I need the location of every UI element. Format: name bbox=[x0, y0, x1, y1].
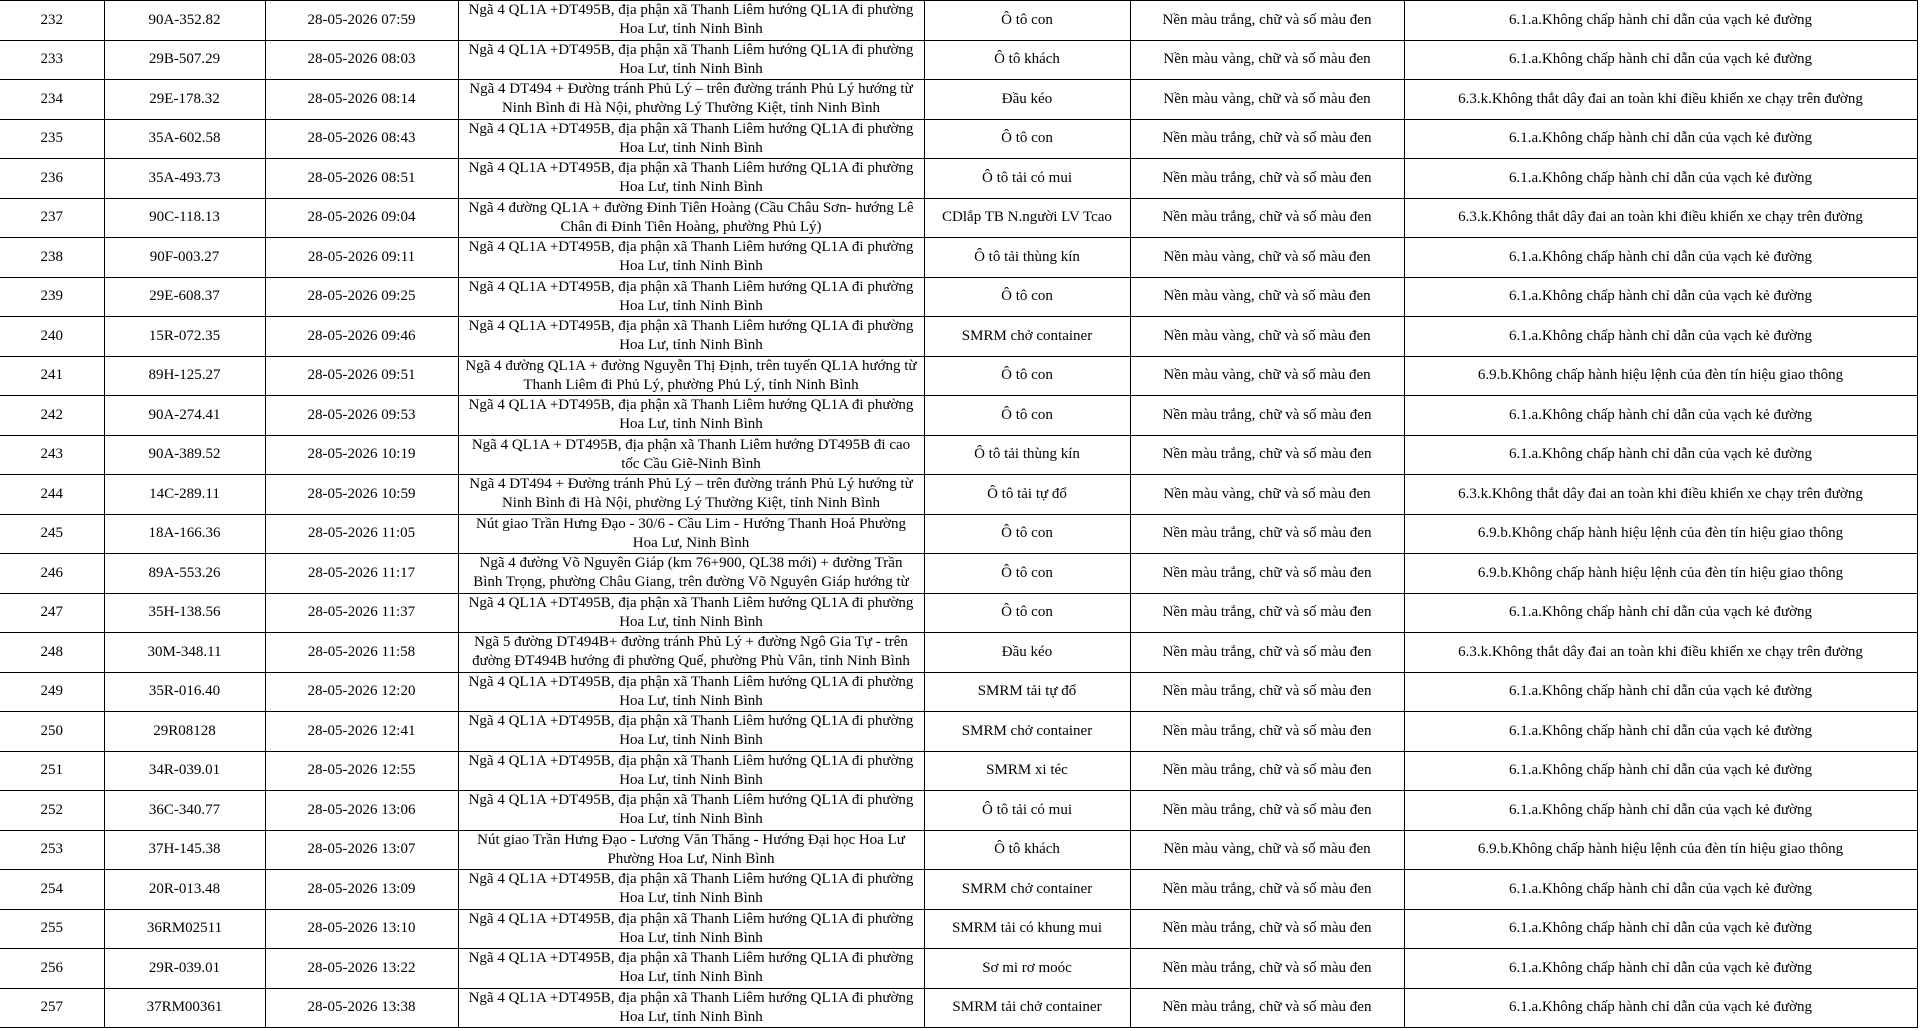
violation-behavior-cell: 6.1.a.Không chấp hành chỉ dẫn của vạch kẻ đường bbox=[1404, 119, 1917, 159]
vehicle-type-cell: Ô tô tải có mui bbox=[924, 159, 1130, 199]
violation-time-cell: 28-05-2026 13:10 bbox=[265, 909, 458, 949]
vehicle-type-cell: Đầu kéo bbox=[924, 80, 1130, 120]
license-plate-cell: 35H-138.56 bbox=[104, 593, 265, 633]
location-text: Ngã 4 QL1A +DT495B, địa phận xã Thanh Liêm hướng QL1A đi phường Hoa Lư, tỉnh Ninh Bình bbox=[468, 120, 914, 156]
violation-time-cell: 28-05-2026 07:59 bbox=[265, 1, 458, 41]
location-text: Ngã 4 DT494 + Đường tránh Phủ Lý – trên đường tránh Phủ Lý hướng từ Ninh Bình đi Hà Nội, phường Lý Thường Kiệt, tỉnh Ninh Bình bbox=[469, 81, 913, 117]
plate-color-cell: Nền màu vàng, chữ và số màu đen bbox=[1130, 80, 1404, 120]
violation-location-cell bbox=[458, 435, 924, 475]
violation-time-cell: 28-05-2026 08:03 bbox=[265, 40, 458, 80]
row-number-cell: 257 bbox=[0, 988, 104, 1028]
violation-location-cell bbox=[458, 672, 924, 712]
vehicle-type-cell: Ô tô con bbox=[924, 356, 1130, 396]
location-text: Ngã 5 đường DT494B+ đường tránh Phủ Lý + đường Ngô Gia Tự - trên đường ĐT494B hướng đi phường Quế, phường Phù Vân, tỉnh Ninh Bình bbox=[472, 634, 910, 670]
violation-time-cell: 28-05-2026 09:46 bbox=[265, 317, 458, 357]
table-row bbox=[0, 396, 1917, 436]
plate-color-cell: Nền màu trắng, chữ và số màu đen bbox=[1130, 396, 1404, 436]
violation-location-cell bbox=[458, 554, 924, 594]
license-plate-cell: 89H-125.27 bbox=[104, 356, 265, 396]
table-body bbox=[0, 1, 1917, 1028]
license-plate-cell: 35R-016.40 bbox=[104, 672, 265, 712]
row-number-cell: 239 bbox=[0, 277, 104, 317]
violation-behavior-cell: 6.3.k.Không thắt dây đai an toàn khi điều khiển xe chạy trên đường bbox=[1404, 80, 1917, 120]
violation-time-cell: 28-05-2026 09:25 bbox=[265, 277, 458, 317]
license-plate-cell: 29R08128 bbox=[104, 712, 265, 752]
row-number-cell: 236 bbox=[0, 159, 104, 199]
violation-time-cell: 28-05-2026 12:55 bbox=[265, 751, 458, 791]
location-text: Ngã 4 QL1A +DT495B, địa phận xã Thanh Liêm hướng QL1A đi phường Hoa Lư, tỉnh Ninh Bình bbox=[468, 41, 914, 77]
violation-location-cell bbox=[458, 593, 924, 633]
violation-behavior-cell: 6.1.a.Không chấp hành chỉ dẫn của vạch kẻ đường bbox=[1404, 712, 1917, 752]
violation-behavior-cell: 6.1.a.Không chấp hành chỉ dẫn của vạch kẻ đường bbox=[1404, 988, 1917, 1028]
location-text: Ngã 4 QL1A +DT495B, địa phận xã Thanh Liêm hướng QL1A đi phường Hoa Lư, tỉnh Ninh Bình bbox=[468, 910, 914, 946]
license-plate-cell: 36C-340.77 bbox=[104, 791, 265, 831]
violation-location-cell bbox=[458, 830, 924, 870]
violation-time-cell: 28-05-2026 09:04 bbox=[265, 198, 458, 238]
vehicle-type-cell: Ô tô khách bbox=[924, 40, 1130, 80]
vehicle-type-cell: SMRM chở container bbox=[924, 870, 1130, 910]
table-row bbox=[0, 949, 1917, 989]
location-text: Ngã 4 QL1A +DT495B, địa phận xã Thanh Liêm hướng QL1A đi phường Hoa Lư, tỉnh Ninh Bình bbox=[468, 950, 914, 986]
table-row bbox=[0, 119, 1917, 159]
license-plate-cell: 29R-039.01 bbox=[104, 949, 265, 989]
location-text: Ngã 4 QL1A +DT495B, địa phận xã Thanh Liêm hướng QL1A đi phường Hoa Lư, tỉnh Ninh Bình bbox=[468, 318, 914, 354]
row-number-cell: 243 bbox=[0, 435, 104, 475]
violation-behavior-cell: 6.1.a.Không chấp hành chỉ dẫn của vạch kẻ đường bbox=[1404, 435, 1917, 475]
plate-color-cell: Nền màu vàng, chữ và số màu đen bbox=[1130, 238, 1404, 278]
violation-location-cell bbox=[458, 119, 924, 159]
violation-behavior-cell: 6.9.b.Không chấp hành hiệu lệnh của đèn tín hiệu giao thông bbox=[1404, 356, 1917, 396]
violation-location-cell bbox=[458, 712, 924, 752]
table-row bbox=[0, 751, 1917, 791]
plate-color-cell: Nền màu vàng, chữ và số màu đen bbox=[1130, 40, 1404, 80]
vehicle-type-cell: Ô tô con bbox=[924, 554, 1130, 594]
license-plate-cell: 89A-553.26 bbox=[104, 554, 265, 594]
row-number-cell: 237 bbox=[0, 198, 104, 238]
violation-behavior-cell: 6.1.a.Không chấp hành chỉ dẫn của vạch kẻ đường bbox=[1404, 791, 1917, 831]
table-row bbox=[0, 909, 1917, 949]
table-row bbox=[0, 159, 1917, 199]
violation-behavior-cell: 6.1.a.Không chấp hành chỉ dẫn của vạch kẻ đường bbox=[1404, 593, 1917, 633]
plate-color-cell: Nền màu trắng, chữ và số màu đen bbox=[1130, 791, 1404, 831]
row-number-cell: 256 bbox=[0, 949, 104, 989]
violation-time-cell: 28-05-2026 13:22 bbox=[265, 949, 458, 989]
row-number-cell: 234 bbox=[0, 80, 104, 120]
violation-location-cell bbox=[458, 988, 924, 1028]
table-row bbox=[0, 633, 1917, 673]
row-number-cell: 253 bbox=[0, 830, 104, 870]
vehicle-type-cell: Ô tô tải tự đổ bbox=[924, 475, 1130, 515]
violation-location-cell bbox=[458, 909, 924, 949]
violation-location-cell bbox=[458, 791, 924, 831]
vehicle-type-cell: CDlắp TB N.người LV Tcao bbox=[924, 198, 1130, 238]
violation-behavior-cell: 6.3.k.Không thắt dây đai an toàn khi điều khiển xe chạy trên đường bbox=[1404, 198, 1917, 238]
vehicle-type-cell: Đầu kéo bbox=[924, 633, 1130, 673]
row-number-cell: 233 bbox=[0, 40, 104, 80]
plate-color-cell: Nền màu vàng, chữ và số màu đen bbox=[1130, 356, 1404, 396]
violation-location-cell bbox=[458, 356, 924, 396]
location-text: Ngã 4 QL1A +DT495B, địa phận xã Thanh Liêm hướng QL1A đi phường Hoa Lư, tỉnh Ninh Bình bbox=[468, 239, 914, 275]
license-plate-cell: 34R-039.01 bbox=[104, 751, 265, 791]
license-plate-cell: 18A-166.36 bbox=[104, 514, 265, 554]
violation-behavior-cell: 6.1.a.Không chấp hành chỉ dẫn của vạch kẻ đường bbox=[1404, 317, 1917, 357]
table-row bbox=[0, 712, 1917, 752]
row-number-cell: 248 bbox=[0, 633, 104, 673]
violation-time-cell: 28-05-2026 13:09 bbox=[265, 870, 458, 910]
violation-time-cell: 28-05-2026 13:06 bbox=[265, 791, 458, 831]
plate-color-cell: Nền màu trắng, chữ và số màu đen bbox=[1130, 593, 1404, 633]
violation-behavior-cell: 6.1.a.Không chấp hành chỉ dẫn của vạch kẻ đường bbox=[1404, 751, 1917, 791]
vehicle-type-cell: Ô tô khách bbox=[924, 830, 1130, 870]
vehicle-type-cell: Ô tô con bbox=[924, 119, 1130, 159]
license-plate-cell: 30M-348.11 bbox=[104, 633, 265, 673]
row-number-cell: 247 bbox=[0, 593, 104, 633]
plate-color-cell: Nền màu vàng, chữ và số màu đen bbox=[1130, 475, 1404, 515]
license-plate-cell: 37H-145.38 bbox=[104, 830, 265, 870]
table-row bbox=[0, 198, 1917, 238]
table-row bbox=[0, 277, 1917, 317]
license-plate-cell: 29E-178.32 bbox=[104, 80, 265, 120]
license-plate-cell: 90F-003.27 bbox=[104, 238, 265, 278]
vehicle-type-cell: SMRM tải có khung mui bbox=[924, 909, 1130, 949]
row-number-cell: 241 bbox=[0, 356, 104, 396]
plate-color-cell: Nền màu trắng, chữ và số màu đen bbox=[1130, 198, 1404, 238]
vehicle-type-cell: SMRM chở container bbox=[924, 712, 1130, 752]
violation-behavior-cell: 6.9.b.Không chấp hành hiệu lệnh của đèn tín hiệu giao thông bbox=[1404, 830, 1917, 870]
row-number-cell: 245 bbox=[0, 514, 104, 554]
license-plate-cell: 29B-507.29 bbox=[104, 40, 265, 80]
plate-color-cell: Nền màu trắng, chữ và số màu đen bbox=[1130, 159, 1404, 199]
plate-color-cell: Nền màu trắng, chữ và số màu đen bbox=[1130, 1, 1404, 41]
license-plate-cell: 20R-013.48 bbox=[104, 870, 265, 910]
vehicle-type-cell: Ô tô tải có mui bbox=[924, 791, 1130, 831]
violation-location-cell bbox=[458, 1, 924, 41]
row-number-cell: 235 bbox=[0, 119, 104, 159]
location-text: Ngã 4 đường Võ Nguyên Giáp (km 76+900, QL38 mới) + đường Trần Bình Trọng, phường Châu Giang, trên đường Võ Nguyên Giáp hướng từ bbox=[473, 555, 909, 591]
row-number-cell: 238 bbox=[0, 238, 104, 278]
violation-behavior-cell: 6.1.a.Không chấp hành chỉ dẫn của vạch kẻ đường bbox=[1404, 40, 1917, 80]
row-number-cell: 242 bbox=[0, 396, 104, 436]
location-text: Ngã 4 QL1A +DT495B, địa phận xã Thanh Liêm hướng QL1A đi phường Hoa Lư, tỉnh Ninh Bình bbox=[468, 594, 914, 630]
location-text: Ngã 4 QL1A +DT495B, địa phận xã Thanh Liêm hướng QL1A đi phường Hoa Lư, tỉnh Ninh Bình bbox=[468, 2, 914, 38]
violation-time-cell: 28-05-2026 12:20 bbox=[265, 672, 458, 712]
violation-behavior-cell: 6.1.a.Không chấp hành chỉ dẫn của vạch kẻ đường bbox=[1404, 949, 1917, 989]
plate-color-cell: Nền màu trắng, chữ và số màu đen bbox=[1130, 514, 1404, 554]
location-text: Ngã 4 QL1A +DT495B, địa phận xã Thanh Liêm hướng QL1A đi phường Hoa Lư, tỉnh Ninh Bình bbox=[468, 278, 914, 314]
table-row bbox=[0, 593, 1917, 633]
plate-color-cell: Nền màu trắng, chữ và số màu đen bbox=[1130, 119, 1404, 159]
license-plate-cell: 37RM00361 bbox=[104, 988, 265, 1028]
violation-behavior-cell: 6.1.a.Không chấp hành chỉ dẫn của vạch kẻ đường bbox=[1404, 238, 1917, 278]
location-text: Ngã 4 QL1A +DT495B, địa phận xã Thanh Liêm hướng QL1A đi phường Hoa Lư, tỉnh Ninh Bình bbox=[468, 673, 914, 709]
table-row bbox=[0, 830, 1917, 870]
plate-color-cell: Nền màu trắng, chữ và số màu đen bbox=[1130, 909, 1404, 949]
row-number-cell: 249 bbox=[0, 672, 104, 712]
table-row bbox=[0, 870, 1917, 910]
license-plate-cell: 35A-493.73 bbox=[104, 159, 265, 199]
vehicle-type-cell: SMRM xi téc bbox=[924, 751, 1130, 791]
violation-location-cell bbox=[458, 198, 924, 238]
location-text: Ngã 4 DT494 + Đường tránh Phủ Lý – trên đường tránh Phủ Lý hướng từ Ninh Bình đi Hà Nội, phường Lý Thường Kiệt, tỉnh Ninh Bình bbox=[469, 476, 913, 512]
plate-color-cell: Nền màu vàng, chữ và số màu đen bbox=[1130, 317, 1404, 357]
violation-behavior-cell: 6.1.a.Không chấp hành chỉ dẫn của vạch kẻ đường bbox=[1404, 277, 1917, 317]
vehicle-type-cell: Ô tô con bbox=[924, 277, 1130, 317]
table-row bbox=[0, 238, 1917, 278]
license-plate-cell: 90C-118.13 bbox=[104, 198, 265, 238]
table-row bbox=[0, 514, 1917, 554]
violation-time-cell: 28-05-2026 08:14 bbox=[265, 80, 458, 120]
table-row bbox=[0, 988, 1917, 1028]
violation-behavior-cell: 6.9.b.Không chấp hành hiệu lệnh của đèn tín hiệu giao thông bbox=[1404, 554, 1917, 594]
violation-time-cell: 28-05-2026 11:58 bbox=[265, 633, 458, 673]
violation-time-cell: 28-05-2026 11:05 bbox=[265, 514, 458, 554]
violation-location-cell bbox=[458, 475, 924, 515]
vehicle-type-cell: Ô tô tải thùng kín bbox=[924, 435, 1130, 475]
vehicle-type-cell: Ô tô con bbox=[924, 514, 1130, 554]
plate-color-cell: Nền màu trắng, chữ và số màu đen bbox=[1130, 554, 1404, 594]
violation-time-cell: 28-05-2026 12:41 bbox=[265, 712, 458, 752]
table-row bbox=[0, 317, 1917, 357]
row-number-cell: 240 bbox=[0, 317, 104, 357]
table-row bbox=[0, 356, 1917, 396]
table-row bbox=[0, 40, 1917, 80]
table-row bbox=[0, 80, 1917, 120]
violation-time-cell: 28-05-2026 08:43 bbox=[265, 119, 458, 159]
plate-color-cell: Nền màu vàng, chữ và số màu đen bbox=[1130, 277, 1404, 317]
row-number-cell: 250 bbox=[0, 712, 104, 752]
location-text: Ngã 4 đường QL1A + đường Đinh Tiên Hoàng (Cầu Châu Sơn- hướng Lê Chân đi Đinh Tiên Hoàng, phường Phủ Lý) bbox=[468, 199, 914, 235]
location-text: Nút giao Trần Hưng Đạo - Lương Văn Thăng - Hướng Đại học Hoa Lư Phường Hoa Lư, Ninh Bình bbox=[477, 831, 905, 867]
table-row bbox=[0, 435, 1917, 475]
plate-color-cell: Nền màu trắng, chữ và số màu đen bbox=[1130, 672, 1404, 712]
location-text: Ngã 4 QL1A +DT495B, địa phận xã Thanh Liêm hướng QL1A đi phường Hoa Lư, tỉnh Ninh Bình bbox=[468, 989, 914, 1025]
violation-time-cell: 28-05-2026 13:07 bbox=[265, 830, 458, 870]
license-plate-cell: 90A-274.41 bbox=[104, 396, 265, 436]
row-number-cell: 244 bbox=[0, 475, 104, 515]
violation-location-cell bbox=[458, 949, 924, 989]
license-plate-cell: 14C-289.11 bbox=[104, 475, 265, 515]
location-text: Ngã 4 QL1A +DT495B, địa phận xã Thanh Liêm hướng QL1A đi phường Hoa Lư, tỉnh Ninh Bình bbox=[468, 792, 914, 828]
plate-color-cell: Nền màu trắng, chữ và số màu đen bbox=[1130, 751, 1404, 791]
row-number-cell: 232 bbox=[0, 1, 104, 41]
vehicle-type-cell: SMRM tải chở container bbox=[924, 988, 1130, 1028]
location-text: Ngã 4 QL1A +DT495B, địa phận xã Thanh Liêm hướng QL1A đi phường Hoa Lư, tỉnh Ninh Bình bbox=[468, 160, 914, 196]
location-text: Ngã 4 QL1A +DT495B, địa phận xã Thanh Liêm hướng QL1A đi phường Hoa Lư, tỉnh Ninh Bình bbox=[468, 713, 914, 749]
plate-color-cell: Nền màu trắng, chữ và số màu đen bbox=[1130, 988, 1404, 1028]
violation-time-cell: 28-05-2026 09:11 bbox=[265, 238, 458, 278]
location-text: Ngã 4 QL1A +DT495B, địa phận xã Thanh Liêm hướng QL1A đi phường Hoa Lư, tỉnh Ninh Bình bbox=[468, 752, 914, 788]
location-text: Ngã 4 QL1A + DT495B, địa phận xã Thanh Liêm hướng DT495B đi cao tốc Cầu Giẽ-Ninh Bình bbox=[471, 436, 911, 472]
violation-location-cell bbox=[458, 317, 924, 357]
violation-behavior-cell: 6.1.a.Không chấp hành chỉ dẫn của vạch kẻ đường bbox=[1404, 1, 1917, 41]
violation-time-cell: 28-05-2026 10:59 bbox=[265, 475, 458, 515]
violation-time-cell: 28-05-2026 10:19 bbox=[265, 435, 458, 475]
violation-location-cell bbox=[458, 277, 924, 317]
violation-time-cell: 28-05-2026 11:17 bbox=[265, 554, 458, 594]
violation-behavior-cell: 6.3.k.Không thắt dây đai an toàn khi điều khiển xe chạy trên đường bbox=[1404, 475, 1917, 515]
violation-behavior-cell: 6.1.a.Không chấp hành chỉ dẫn của vạch kẻ đường bbox=[1404, 870, 1917, 910]
violation-time-cell: 28-05-2026 11:37 bbox=[265, 593, 458, 633]
license-plate-cell: 35A-602.58 bbox=[104, 119, 265, 159]
vehicle-type-cell: Ô tô con bbox=[924, 1, 1130, 41]
row-number-cell: 254 bbox=[0, 870, 104, 910]
row-number-cell: 246 bbox=[0, 554, 104, 594]
violation-location-cell bbox=[458, 40, 924, 80]
vehicle-type-cell: Ô tô con bbox=[924, 593, 1130, 633]
table-row bbox=[0, 672, 1917, 712]
violation-location-cell bbox=[458, 870, 924, 910]
plate-color-cell: Nền màu trắng, chữ và số màu đen bbox=[1130, 870, 1404, 910]
table-row bbox=[0, 791, 1917, 831]
vehicle-type-cell: SMRM chở container bbox=[924, 317, 1130, 357]
license-plate-cell: 36RM02511 bbox=[104, 909, 265, 949]
license-plate-cell: 90A-389.52 bbox=[104, 435, 265, 475]
license-plate-cell: 29E-608.37 bbox=[104, 277, 265, 317]
license-plate-cell: 90A-352.82 bbox=[104, 1, 265, 41]
plate-color-cell: Nền màu trắng, chữ và số màu đen bbox=[1130, 712, 1404, 752]
violation-location-cell bbox=[458, 751, 924, 791]
violation-behavior-cell: 6.1.a.Không chấp hành chỉ dẫn của vạch kẻ đường bbox=[1404, 909, 1917, 949]
violation-location-cell bbox=[458, 396, 924, 436]
plate-color-cell: Nền màu trắng, chữ và số màu đen bbox=[1130, 633, 1404, 673]
table-row bbox=[0, 1, 1917, 41]
violation-behavior-cell: 6.1.a.Không chấp hành chỉ dẫn của vạch kẻ đường bbox=[1404, 672, 1917, 712]
violation-location-cell bbox=[458, 238, 924, 278]
location-text: Nút giao Trần Hưng Đạo - 30/6 - Cầu Lim - Hướng Thanh Hoá Phường Hoa Lư, Ninh Bình bbox=[476, 515, 906, 551]
violation-location-cell bbox=[458, 159, 924, 199]
vehicle-type-cell: Ô tô tải thùng kín bbox=[924, 238, 1130, 278]
table-row bbox=[0, 475, 1917, 515]
violation-location-cell bbox=[458, 80, 924, 120]
violation-location-cell bbox=[458, 633, 924, 673]
violation-time-cell: 28-05-2026 09:51 bbox=[265, 356, 458, 396]
violation-behavior-cell: 6.3.k.Không thắt dây đai an toàn khi điều khiển xe chạy trên đường bbox=[1404, 633, 1917, 673]
violation-behavior-cell: 6.9.b.Không chấp hành hiệu lệnh của đèn tín hiệu giao thông bbox=[1404, 514, 1917, 554]
violation-time-cell: 28-05-2026 09:53 bbox=[265, 396, 458, 436]
plate-color-cell: Nền màu trắng, chữ và số màu đen bbox=[1130, 949, 1404, 989]
table-row bbox=[0, 554, 1917, 594]
violation-time-cell: 28-05-2026 08:51 bbox=[265, 159, 458, 199]
violation-behavior-cell: 6.1.a.Không chấp hành chỉ dẫn của vạch kẻ đường bbox=[1404, 159, 1917, 199]
row-number-cell: 251 bbox=[0, 751, 104, 791]
license-plate-cell: 15R-072.35 bbox=[104, 317, 265, 357]
vehicle-type-cell: Sơ mi rơ moóc bbox=[924, 949, 1130, 989]
violation-location-cell bbox=[458, 514, 924, 554]
location-text: Ngã 4 QL1A +DT495B, địa phận xã Thanh Liêm hướng QL1A đi phường Hoa Lư, tỉnh Ninh Bình bbox=[468, 397, 914, 433]
plate-color-cell: Nền màu vàng, chữ và số màu đen bbox=[1130, 830, 1404, 870]
row-number-cell: 255 bbox=[0, 909, 104, 949]
vehicle-type-cell: SMRM tải tự đổ bbox=[924, 672, 1130, 712]
violation-time-cell: 28-05-2026 13:38 bbox=[265, 988, 458, 1028]
vehicle-type-cell: Ô tô con bbox=[924, 396, 1130, 436]
location-text: Ngã 4 đường QL1A + đường Nguyễn Thị Định, trên tuyến QL1A hướng từ Thanh Liêm đi Phủ Lý, phường Phủ Lý, tỉnh Ninh Bình bbox=[465, 357, 917, 393]
plate-color-cell: Nền màu trắng, chữ và số màu đen bbox=[1130, 435, 1404, 475]
location-text: Ngã 4 QL1A +DT495B, địa phận xã Thanh Liêm hướng QL1A đi phường Hoa Lư, tỉnh Ninh Bình bbox=[468, 871, 914, 907]
violation-behavior-cell: 6.1.a.Không chấp hành chỉ dẫn của vạch kẻ đường bbox=[1404, 396, 1917, 436]
row-number-cell: 252 bbox=[0, 791, 104, 831]
